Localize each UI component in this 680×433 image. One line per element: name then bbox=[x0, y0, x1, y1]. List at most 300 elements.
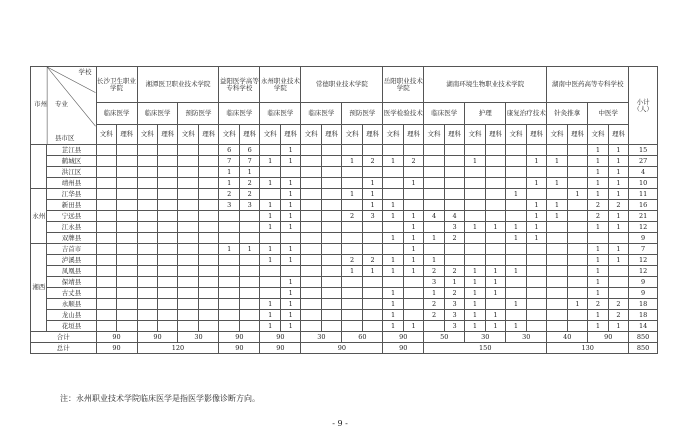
value-cell bbox=[198, 277, 218, 288]
value-cell bbox=[465, 211, 485, 222]
value-cell bbox=[321, 321, 341, 332]
total-label: 总计 bbox=[31, 343, 97, 354]
subject-like: 理科 bbox=[403, 125, 423, 145]
value-cell: 1 bbox=[280, 288, 300, 299]
value-cell bbox=[547, 321, 567, 332]
subject-wenke: 文科 bbox=[96, 125, 116, 145]
value-cell bbox=[198, 244, 218, 255]
school-header: 湖南环境生物职业技术学院 bbox=[424, 67, 547, 103]
subject-like: 理科 bbox=[444, 125, 464, 145]
value-cell bbox=[137, 299, 157, 310]
value-cell bbox=[198, 145, 218, 156]
value-cell bbox=[424, 244, 444, 255]
value-cell bbox=[424, 145, 444, 156]
value-cell bbox=[96, 200, 116, 211]
value-cell bbox=[321, 211, 341, 222]
value-cell bbox=[465, 178, 485, 189]
value-cell: 4 bbox=[444, 211, 464, 222]
value-cell bbox=[465, 255, 485, 266]
value-cell: 1 bbox=[362, 178, 382, 189]
value-cell bbox=[321, 156, 341, 167]
value-cell bbox=[117, 244, 137, 255]
value-cell bbox=[526, 244, 547, 255]
row-total-cell: 18 bbox=[629, 310, 658, 321]
value-cell: 1 bbox=[608, 211, 628, 222]
subtotal-cell: 30 bbox=[465, 332, 506, 343]
value-cell: 3 bbox=[444, 299, 464, 310]
value-cell: 1 bbox=[383, 233, 403, 244]
value-cell bbox=[219, 222, 239, 233]
value-cell bbox=[157, 266, 177, 277]
value-cell bbox=[96, 255, 116, 266]
value-cell bbox=[96, 244, 116, 255]
value-cell: 1 bbox=[260, 200, 280, 211]
subject-like: 理科 bbox=[239, 125, 259, 145]
value-cell: 1 bbox=[280, 145, 300, 156]
county-cell: 新田县 bbox=[47, 200, 96, 211]
value-cell bbox=[321, 244, 341, 255]
value-cell bbox=[157, 310, 177, 321]
value-cell bbox=[198, 167, 218, 178]
value-cell bbox=[321, 255, 341, 266]
value-cell bbox=[321, 189, 341, 200]
value-cell bbox=[198, 189, 218, 200]
value-cell: 1 bbox=[280, 277, 300, 288]
county-cell: 江永县 bbox=[47, 222, 96, 233]
value-cell bbox=[403, 310, 423, 321]
value-cell bbox=[137, 189, 157, 200]
subtotal-cell: 90 bbox=[588, 332, 629, 343]
value-cell bbox=[198, 200, 218, 211]
value-cell: 4 bbox=[424, 211, 444, 222]
value-cell bbox=[321, 145, 341, 156]
value-cell: 1 bbox=[608, 156, 628, 167]
value-cell bbox=[465, 189, 485, 200]
value-cell: 1 bbox=[280, 244, 300, 255]
value-cell bbox=[567, 200, 587, 211]
major-header: 临床医学 bbox=[424, 103, 465, 125]
major-header: 临床医学 bbox=[260, 103, 301, 125]
value-cell bbox=[239, 310, 259, 321]
subject-wenke: 文科 bbox=[465, 125, 485, 145]
value-cell bbox=[137, 288, 157, 299]
value-cell bbox=[301, 145, 321, 156]
value-cell bbox=[301, 244, 321, 255]
value-cell bbox=[321, 277, 341, 288]
value-cell bbox=[362, 288, 382, 299]
value-cell bbox=[547, 167, 567, 178]
value-cell bbox=[157, 233, 177, 244]
row-total-cell: 16 bbox=[629, 200, 658, 211]
value-cell bbox=[362, 222, 382, 233]
major-header: 针灸推拿 bbox=[547, 103, 588, 125]
value-cell bbox=[362, 145, 382, 156]
table-row bbox=[31, 178, 658, 189]
row-total-cell: 12 bbox=[629, 255, 658, 266]
value-cell bbox=[96, 310, 116, 321]
value-cell bbox=[444, 244, 464, 255]
value-cell bbox=[260, 288, 280, 299]
value-cell: 1 bbox=[260, 178, 280, 189]
value-cell: 1 bbox=[526, 200, 547, 211]
value-cell bbox=[117, 211, 137, 222]
value-cell bbox=[219, 277, 239, 288]
value-cell bbox=[567, 233, 587, 244]
value-cell: 1 bbox=[526, 222, 547, 233]
value-cell: 2 bbox=[403, 156, 423, 167]
value-cell bbox=[608, 266, 628, 277]
value-cell bbox=[403, 299, 423, 310]
subtotal-cell: 90 bbox=[96, 332, 137, 343]
value-cell: 7 bbox=[219, 156, 239, 167]
value-cell bbox=[198, 266, 218, 277]
value-cell bbox=[117, 233, 137, 244]
city-cell: 湘西 bbox=[31, 244, 47, 332]
value-cell: 1 bbox=[547, 211, 567, 222]
county-cell: 江华县 bbox=[47, 189, 96, 200]
value-cell bbox=[239, 222, 259, 233]
value-cell bbox=[178, 310, 198, 321]
value-cell bbox=[117, 277, 137, 288]
table-row bbox=[31, 222, 658, 233]
value-cell bbox=[301, 299, 321, 310]
value-cell: 1 bbox=[588, 222, 608, 233]
value-cell: 1 bbox=[260, 310, 280, 321]
value-cell bbox=[424, 178, 444, 189]
value-cell: 2 bbox=[444, 233, 464, 244]
header-major: 专业 bbox=[55, 100, 68, 108]
value-cell bbox=[157, 211, 177, 222]
value-cell: 1 bbox=[588, 255, 608, 266]
value-cell: 1 bbox=[403, 178, 423, 189]
major-header: 康复治疗技术 bbox=[506, 103, 547, 125]
value-cell bbox=[506, 244, 526, 255]
value-cell bbox=[157, 222, 177, 233]
value-cell: 1 bbox=[260, 244, 280, 255]
value-cell bbox=[117, 156, 137, 167]
value-cell bbox=[362, 167, 382, 178]
value-cell bbox=[157, 255, 177, 266]
value-cell: 1 bbox=[342, 189, 362, 200]
value-cell: 1 bbox=[383, 211, 403, 222]
value-cell bbox=[424, 321, 444, 332]
value-cell bbox=[383, 189, 403, 200]
corner-header bbox=[31, 67, 97, 145]
value-cell bbox=[157, 288, 177, 299]
value-cell bbox=[239, 266, 259, 277]
value-cell bbox=[506, 200, 526, 211]
value-cell bbox=[219, 255, 239, 266]
value-cell bbox=[567, 211, 587, 222]
value-cell bbox=[178, 321, 198, 332]
subtotal-total: 850 bbox=[629, 332, 658, 343]
value-cell bbox=[239, 321, 259, 332]
value-cell bbox=[178, 200, 198, 211]
value-cell bbox=[198, 222, 218, 233]
value-cell: 1 bbox=[424, 233, 444, 244]
value-cell: 1 bbox=[280, 156, 300, 167]
value-cell bbox=[547, 277, 567, 288]
school-header: 湘潭医卫职业技术学院 bbox=[137, 67, 219, 103]
value-cell bbox=[465, 167, 485, 178]
value-cell: 1 bbox=[219, 178, 239, 189]
school-header: 长沙卫生职业学院 bbox=[96, 67, 137, 103]
county-cell: 吉首市 bbox=[47, 244, 96, 255]
value-cell: 1 bbox=[403, 233, 423, 244]
value-cell: 1 bbox=[547, 178, 567, 189]
county-cell: 双牌县 bbox=[47, 233, 96, 244]
value-cell: 1 bbox=[506, 299, 526, 310]
value-cell bbox=[567, 266, 587, 277]
value-cell bbox=[178, 299, 198, 310]
row-total-cell: 4 bbox=[629, 167, 658, 178]
value-cell bbox=[485, 255, 505, 266]
value-cell bbox=[198, 288, 218, 299]
value-cell: 2 bbox=[424, 299, 444, 310]
value-cell bbox=[239, 288, 259, 299]
value-cell: 2 bbox=[239, 178, 259, 189]
value-cell bbox=[178, 145, 198, 156]
table-row bbox=[31, 310, 658, 321]
value-cell bbox=[301, 277, 321, 288]
value-cell: 1 bbox=[260, 156, 280, 167]
value-cell bbox=[301, 255, 321, 266]
value-cell: 3 bbox=[362, 211, 382, 222]
value-cell bbox=[608, 288, 628, 299]
value-cell bbox=[280, 266, 300, 277]
subject-like: 理科 bbox=[321, 125, 341, 145]
grand-total: 850 bbox=[629, 343, 658, 354]
value-cell: 1 bbox=[280, 200, 300, 211]
value-cell: 1 bbox=[424, 288, 444, 299]
value-cell: 1 bbox=[608, 189, 628, 200]
value-cell bbox=[96, 321, 116, 332]
value-cell bbox=[342, 200, 362, 211]
value-cell: 3 bbox=[239, 200, 259, 211]
subtotal-cell: 90 bbox=[219, 332, 260, 343]
value-cell: 1 bbox=[485, 321, 505, 332]
value-cell: 3 bbox=[444, 321, 464, 332]
major-header: 临床医学 bbox=[219, 103, 260, 125]
value-cell bbox=[526, 189, 547, 200]
major-header: 医学检验技术 bbox=[383, 103, 424, 125]
subtotal-cell: 30 bbox=[506, 332, 547, 343]
value-cell bbox=[117, 200, 137, 211]
value-cell bbox=[219, 266, 239, 277]
total-cell: 150 bbox=[424, 343, 547, 354]
value-cell: 1 bbox=[608, 321, 628, 332]
value-cell: 2 bbox=[342, 255, 362, 266]
value-cell bbox=[383, 244, 403, 255]
subject-like: 理科 bbox=[117, 125, 137, 145]
value-cell bbox=[342, 288, 362, 299]
value-cell bbox=[178, 266, 198, 277]
value-cell bbox=[137, 200, 157, 211]
value-cell bbox=[137, 255, 157, 266]
value-cell bbox=[547, 310, 567, 321]
school-header: 永州职业技术学院 bbox=[260, 67, 301, 103]
value-cell bbox=[567, 244, 587, 255]
value-cell bbox=[342, 299, 362, 310]
value-cell: 1 bbox=[383, 156, 403, 167]
value-cell bbox=[260, 266, 280, 277]
table-row bbox=[31, 156, 658, 167]
value-cell bbox=[239, 277, 259, 288]
value-cell bbox=[485, 145, 505, 156]
value-cell bbox=[321, 266, 341, 277]
value-cell bbox=[301, 233, 321, 244]
county-cell: 洪江区 bbox=[47, 167, 96, 178]
city-cell: 永州 bbox=[31, 189, 47, 244]
value-cell: 1 bbox=[608, 244, 628, 255]
value-cell bbox=[137, 321, 157, 332]
value-cell: 1 bbox=[588, 178, 608, 189]
major-header: 预防医学 bbox=[342, 103, 383, 125]
value-cell: 1 bbox=[280, 321, 300, 332]
value-cell bbox=[178, 167, 198, 178]
value-cell: 2 bbox=[424, 266, 444, 277]
value-cell: 1 bbox=[588, 310, 608, 321]
value-cell bbox=[117, 145, 137, 156]
value-cell bbox=[342, 321, 362, 332]
value-cell bbox=[342, 233, 362, 244]
value-cell bbox=[137, 233, 157, 244]
major-header: 临床医学 bbox=[301, 103, 342, 125]
value-cell bbox=[342, 167, 362, 178]
value-cell bbox=[321, 200, 341, 211]
value-cell bbox=[485, 233, 505, 244]
value-cell bbox=[567, 277, 587, 288]
table-row bbox=[31, 299, 658, 310]
value-cell: 1 bbox=[424, 255, 444, 266]
city-cell bbox=[31, 145, 47, 189]
value-cell bbox=[383, 222, 403, 233]
value-cell bbox=[383, 167, 403, 178]
value-cell bbox=[424, 222, 444, 233]
table-row bbox=[31, 288, 658, 299]
value-cell: 1 bbox=[465, 277, 485, 288]
value-cell bbox=[198, 211, 218, 222]
total-cell: 130 bbox=[547, 343, 629, 354]
value-cell: 2 bbox=[588, 211, 608, 222]
value-cell: 1 bbox=[383, 288, 403, 299]
subject-like: 理科 bbox=[198, 125, 218, 145]
value-cell bbox=[321, 233, 341, 244]
value-cell: 1 bbox=[608, 255, 628, 266]
value-cell bbox=[96, 167, 116, 178]
subject-wenke: 文科 bbox=[424, 125, 444, 145]
row-total-cell: 9 bbox=[629, 288, 658, 299]
value-cell bbox=[239, 233, 259, 244]
enrollment-table bbox=[30, 66, 658, 354]
value-cell bbox=[117, 189, 137, 200]
value-cell: 3 bbox=[444, 222, 464, 233]
value-cell bbox=[424, 189, 444, 200]
value-cell: 1 bbox=[280, 222, 300, 233]
value-cell bbox=[321, 310, 341, 321]
value-cell bbox=[137, 244, 157, 255]
value-cell bbox=[506, 178, 526, 189]
subject-like: 理科 bbox=[280, 125, 300, 145]
subject-wenke: 文科 bbox=[588, 125, 608, 145]
value-cell: 1 bbox=[465, 299, 485, 310]
value-cell bbox=[219, 233, 239, 244]
total-cell: 120 bbox=[137, 343, 219, 354]
value-cell: 2 bbox=[608, 299, 628, 310]
value-cell: 2 bbox=[588, 200, 608, 211]
value-cell: 1 bbox=[219, 244, 239, 255]
county-cell: 鹤城区 bbox=[47, 156, 96, 167]
major-header: 临床医学 bbox=[137, 103, 178, 125]
value-cell: 1 bbox=[239, 167, 259, 178]
value-cell bbox=[239, 255, 259, 266]
value-cell bbox=[485, 211, 505, 222]
county-cell: 宁远县 bbox=[47, 211, 96, 222]
value-cell: 1 bbox=[506, 233, 526, 244]
value-cell: 1 bbox=[588, 156, 608, 167]
footnote: 注：永州职业技术学院临床医学是指医学影像诊断方向。 bbox=[60, 394, 260, 403]
table-row bbox=[31, 233, 658, 244]
major-header: 临床医学 bbox=[96, 103, 137, 125]
value-cell bbox=[567, 178, 587, 189]
value-cell bbox=[178, 189, 198, 200]
table-row bbox=[31, 189, 658, 200]
value-cell bbox=[465, 233, 485, 244]
value-cell bbox=[526, 288, 547, 299]
value-cell bbox=[117, 222, 137, 233]
value-cell bbox=[342, 145, 362, 156]
value-cell: 1 bbox=[588, 277, 608, 288]
value-cell: 1 bbox=[403, 321, 423, 332]
value-cell bbox=[137, 167, 157, 178]
subject-like: 理科 bbox=[567, 125, 587, 145]
value-cell bbox=[444, 145, 464, 156]
school-header: 岳阳职业技术学院 bbox=[383, 67, 424, 103]
subtotal-cell: 50 bbox=[424, 332, 465, 343]
value-cell: 1 bbox=[383, 266, 403, 277]
value-cell bbox=[117, 310, 137, 321]
value-cell bbox=[117, 178, 137, 189]
value-cell: 1 bbox=[362, 200, 382, 211]
value-cell bbox=[485, 156, 505, 167]
value-cell bbox=[424, 167, 444, 178]
county-cell: 古丈县 bbox=[47, 288, 96, 299]
row-total-cell: 15 bbox=[629, 145, 658, 156]
value-cell bbox=[137, 156, 157, 167]
value-cell bbox=[219, 211, 239, 222]
value-cell: 1 bbox=[403, 222, 423, 233]
value-cell bbox=[526, 255, 547, 266]
value-cell bbox=[157, 189, 177, 200]
value-cell bbox=[567, 321, 587, 332]
row-total-cell: 12 bbox=[629, 266, 658, 277]
value-cell bbox=[506, 167, 526, 178]
value-cell: 1 bbox=[239, 244, 259, 255]
value-cell: 2 bbox=[239, 189, 259, 200]
value-cell bbox=[567, 310, 587, 321]
value-cell bbox=[96, 233, 116, 244]
value-cell: 1 bbox=[608, 178, 628, 189]
value-cell bbox=[608, 233, 628, 244]
value-cell bbox=[506, 255, 526, 266]
subject-like: 理科 bbox=[485, 125, 505, 145]
row-total-cell: 21 bbox=[629, 211, 658, 222]
value-cell bbox=[178, 288, 198, 299]
value-cell: 1 bbox=[485, 288, 505, 299]
value-cell: 2 bbox=[444, 288, 464, 299]
value-cell bbox=[506, 145, 526, 156]
value-cell bbox=[219, 310, 239, 321]
